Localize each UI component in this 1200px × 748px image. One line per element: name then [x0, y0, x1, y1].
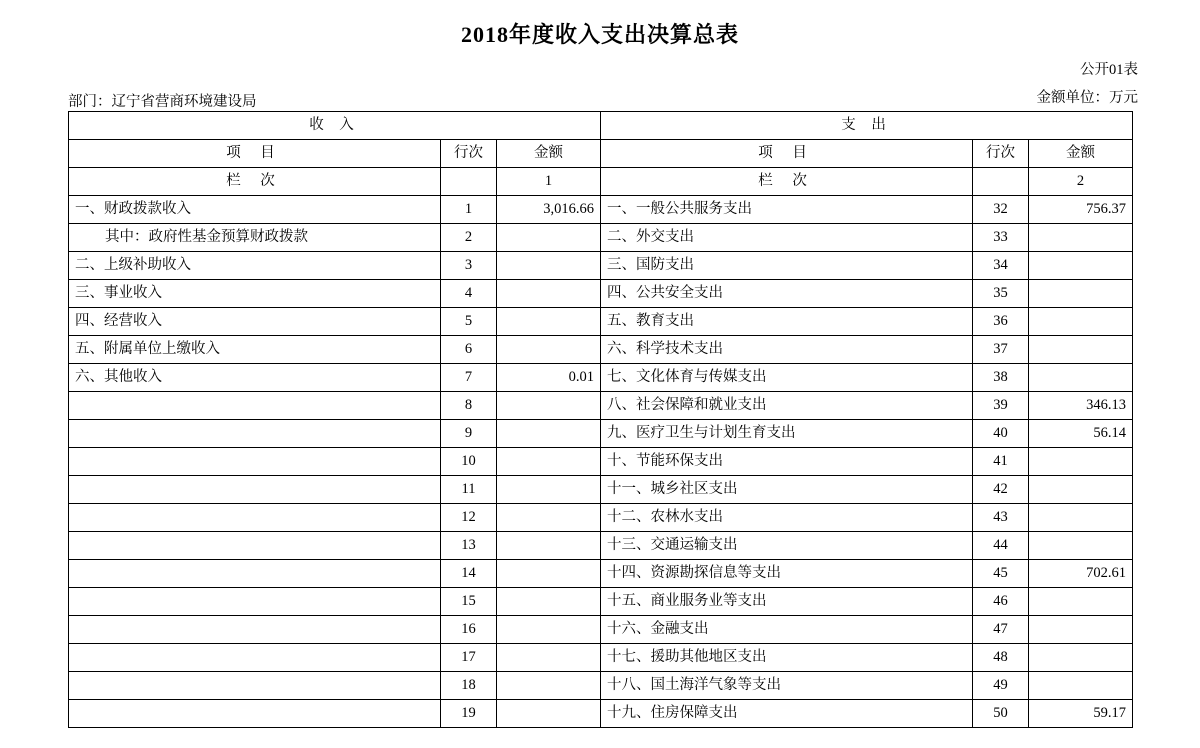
income-amount: [497, 448, 601, 476]
expense-line-no: 49: [973, 672, 1029, 700]
expense-item: 一、一般公共服务支出: [601, 196, 973, 224]
expense-line-no: 35: [973, 280, 1029, 308]
income-line-no: 8: [441, 392, 497, 420]
table-row: [69, 616, 1133, 644]
income-amount: 3,016.66: [497, 196, 601, 224]
table-row: [69, 560, 1133, 588]
income-item: [69, 588, 441, 616]
expense-amount: [1029, 588, 1133, 616]
expense-item: 三、国防支出: [601, 252, 973, 280]
income-item: [69, 616, 441, 644]
expense-item: 十八、国土海洋气象等支出: [601, 672, 973, 700]
column-header-expense-amount: 金额: [1029, 140, 1133, 168]
expense-item: 四、公共安全支出: [601, 280, 973, 308]
expense-amount: 756.37: [1029, 196, 1133, 224]
income-amount: [497, 224, 601, 252]
income-amount: [497, 700, 601, 728]
page-title: 2018年度收入支出决算总表: [460, 22, 739, 47]
expense-line-no: 32: [973, 196, 1029, 224]
table-group-header-row: [69, 112, 1133, 140]
table-row: [69, 476, 1133, 504]
income-amount: 0.01: [497, 364, 601, 392]
expense-amount: [1029, 504, 1133, 532]
expense-amount: [1029, 224, 1133, 252]
expense-amount: 56.14: [1029, 420, 1133, 448]
table-row: [69, 392, 1133, 420]
expense-amount: [1029, 364, 1133, 392]
income-item: [69, 504, 441, 532]
table-row: [69, 224, 1133, 252]
table-column-header-row: [69, 140, 1133, 168]
expense-amount: [1029, 308, 1133, 336]
column-index-income-line: [441, 168, 497, 196]
income-item: [69, 672, 441, 700]
column-header-income-line: 行次: [441, 140, 497, 168]
table-row: [69, 196, 1133, 224]
income-amount: [497, 252, 601, 280]
expense-line-no: 47: [973, 616, 1029, 644]
expense-item: 十四、资源勘探信息等支出: [601, 560, 973, 588]
income-item: 六、其他收入: [69, 364, 441, 392]
income-item: [69, 448, 441, 476]
income-line-no: 19: [441, 700, 497, 728]
column-index-expense-line: [973, 168, 1029, 196]
income-item: [69, 420, 441, 448]
expense-amount: 346.13: [1029, 392, 1133, 420]
income-item: [69, 560, 441, 588]
column-header-expense-item: 项 目: [601, 140, 973, 168]
income-line-no: 15: [441, 588, 497, 616]
column-index-label-income: 栏 次: [69, 168, 441, 196]
income-line-no: 10: [441, 448, 497, 476]
column-header-income-item: 项 目: [69, 140, 441, 168]
income-line-no: 14: [441, 560, 497, 588]
income-amount: [497, 560, 601, 588]
expense-amount: [1029, 448, 1133, 476]
income-item: [69, 700, 441, 728]
income-amount: [497, 280, 601, 308]
expense-amount: [1029, 336, 1133, 364]
income-amount: [497, 616, 601, 644]
column-header-income-amount: 金额: [497, 140, 601, 168]
expense-item: 十二、农林水支出: [601, 504, 973, 532]
table-row: [69, 280, 1133, 308]
table-row: [69, 448, 1133, 476]
income-item: 四、经营收入: [69, 308, 441, 336]
income-line-no: 9: [441, 420, 497, 448]
expense-amount: 702.61: [1029, 560, 1133, 588]
income-item: 一、财政拨款收入: [69, 196, 441, 224]
income-line-no: 4: [441, 280, 497, 308]
column-index-expense-amount: 2: [1029, 168, 1133, 196]
income-line-no: 3: [441, 252, 497, 280]
expense-line-no: 36: [973, 308, 1029, 336]
table-column-index-row: [69, 168, 1133, 196]
income-amount: [497, 532, 601, 560]
department-label: 部门：辽宁省营商环境建设局: [68, 94, 257, 110]
income-item: 二、上级补助收入: [69, 252, 441, 280]
table-row: [69, 644, 1133, 672]
expense-amount: 59.17: [1029, 700, 1133, 728]
expense-line-no: 42: [973, 476, 1029, 504]
column-index-label-expense: 栏 次: [601, 168, 973, 196]
expense-amount: [1029, 532, 1133, 560]
expense-item: 十五、商业服务业等支出: [601, 588, 973, 616]
expense-line-no: 44: [973, 532, 1029, 560]
table-row: [69, 308, 1133, 336]
expense-amount: [1029, 476, 1133, 504]
budget-summary-table: [68, 111, 1133, 728]
income-line-no: 1: [441, 196, 497, 224]
table-row: [69, 672, 1133, 700]
income-amount: [497, 476, 601, 504]
income-amount: [497, 336, 601, 364]
income-line-no: 11: [441, 476, 497, 504]
table-row: [69, 588, 1133, 616]
expense-amount: [1029, 672, 1133, 700]
group-header-income: 收 入: [69, 112, 601, 140]
income-amount: [497, 420, 601, 448]
income-line-no: 16: [441, 616, 497, 644]
income-line-no: 17: [441, 644, 497, 672]
income-line-no: 6: [441, 336, 497, 364]
expense-line-no: 41: [973, 448, 1029, 476]
expense-item: 二、外交支出: [601, 224, 973, 252]
expense-item: 十一、城乡社区支出: [601, 476, 973, 504]
income-item: [69, 644, 441, 672]
expense-line-no: 40: [973, 420, 1029, 448]
expense-amount: [1029, 252, 1133, 280]
expense-line-no: 43: [973, 504, 1029, 532]
income-line-no: 7: [441, 364, 497, 392]
expense-line-no: 48: [973, 644, 1029, 672]
column-index-income-amount: 1: [497, 168, 601, 196]
income-amount: [497, 588, 601, 616]
expense-line-no: 39: [973, 392, 1029, 420]
table-row: [69, 252, 1133, 280]
expense-item: 十六、金融支出: [601, 616, 973, 644]
table-row: [69, 336, 1133, 364]
expense-item: 十七、援助其他地区支出: [601, 644, 973, 672]
table-row: [69, 504, 1133, 532]
expense-amount: [1029, 644, 1133, 672]
income-amount: [497, 504, 601, 532]
expense-item: 十三、交通运输支出: [601, 532, 973, 560]
expense-item: 六、科学技术支出: [601, 336, 973, 364]
expense-line-no: 46: [973, 588, 1029, 616]
amount-unit: 金额单位：万元: [1036, 90, 1138, 106]
table-row: [69, 700, 1133, 728]
table-row: [69, 364, 1133, 392]
income-item: 其中：政府性基金预算财政拨款: [69, 224, 441, 252]
income-line-no: 2: [441, 224, 497, 252]
expense-item: 五、教育支出: [601, 308, 973, 336]
expense-line-no: 50: [973, 700, 1029, 728]
income-item: [69, 532, 441, 560]
document-page: [0, 18, 1200, 748]
table-row: [69, 532, 1133, 560]
expense-line-no: 34: [973, 252, 1029, 280]
income-item: [69, 476, 441, 504]
expense-amount: [1029, 280, 1133, 308]
expense-amount: [1029, 616, 1133, 644]
expense-item: 十九、住房保障支出: [601, 700, 973, 728]
group-header-expense: 支 出: [601, 112, 1133, 140]
income-amount: [497, 392, 601, 420]
income-item: 三、事业收入: [69, 280, 441, 308]
income-item: 五、附属单位上缴收入: [69, 336, 441, 364]
expense-line-no: 33: [973, 224, 1029, 252]
expense-item: 八、社会保障和就业支出: [601, 392, 973, 420]
income-line-no: 18: [441, 672, 497, 700]
expense-line-no: 45: [973, 560, 1029, 588]
income-item: [69, 392, 441, 420]
sheet-number: 公开01表: [1080, 62, 1138, 78]
income-amount: [497, 672, 601, 700]
table-row: [69, 420, 1133, 448]
income-line-no: 13: [441, 532, 497, 560]
expense-line-no: 38: [973, 364, 1029, 392]
income-amount: [497, 644, 601, 672]
income-amount: [497, 308, 601, 336]
expense-item: 九、医疗卫生与计划生育支出: [601, 420, 973, 448]
income-line-no: 5: [441, 308, 497, 336]
expense-item: 十、节能环保支出: [601, 448, 973, 476]
expense-item: 七、文化体育与传媒支出: [601, 364, 973, 392]
column-header-expense-line: 行次: [973, 140, 1029, 168]
expense-line-no: 37: [973, 336, 1029, 364]
income-line-no: 12: [441, 504, 497, 532]
